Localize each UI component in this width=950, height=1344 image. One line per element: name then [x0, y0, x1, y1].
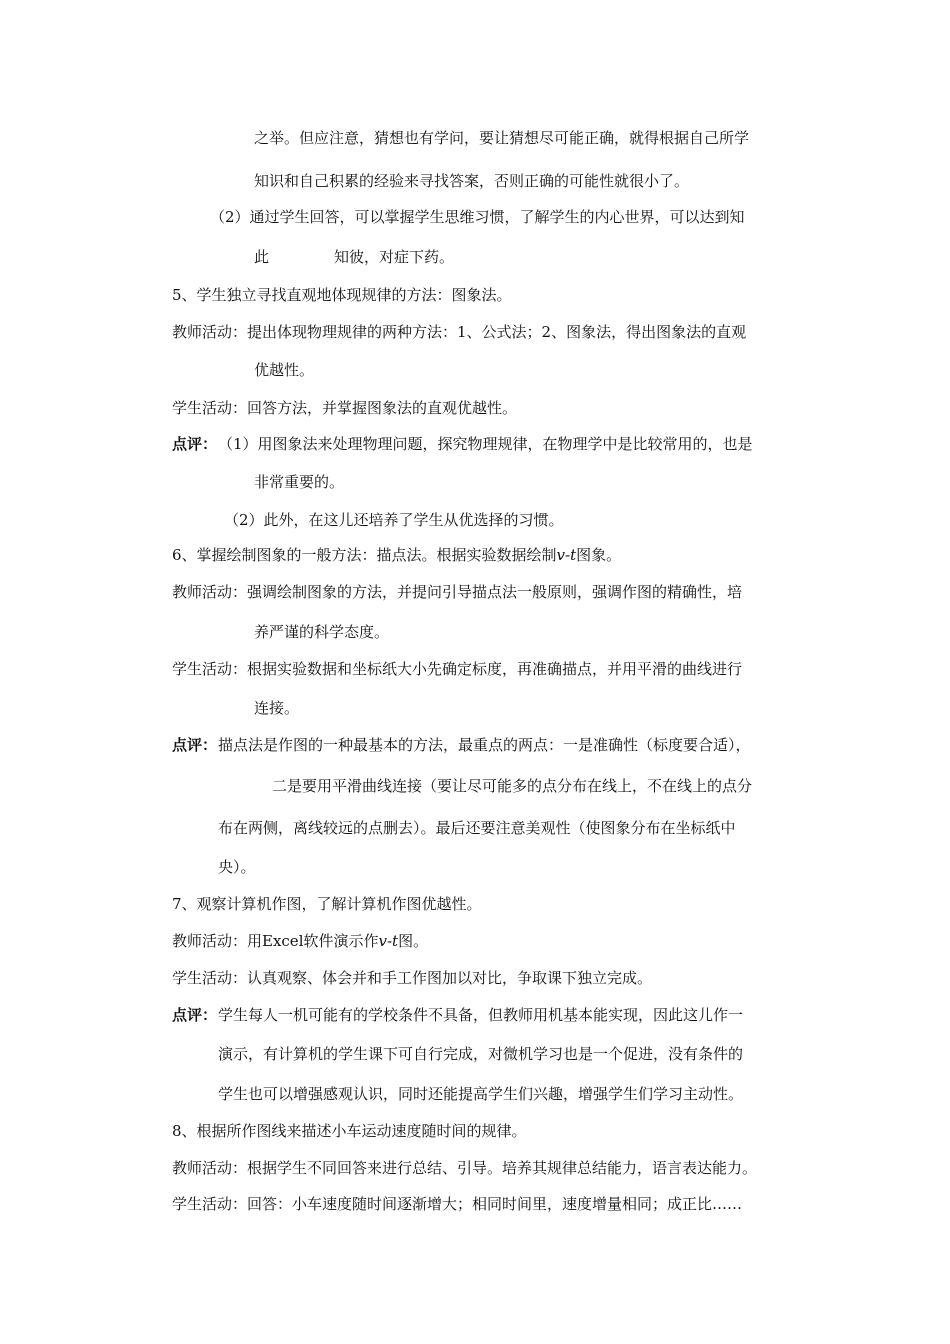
paragraph-line: 教师活动：强调绘制图象的方法，并提问引导描点法一般原则，强调作图的精确性，培 [172, 583, 743, 601]
paragraph-line: 学生活动：认真观察、体会并和手工作图加以对比，争取课下独立完成。 [172, 969, 653, 987]
paragraph-line: 学生活动：根据实验数据和坐标纸大小先确定标度，再准确描点，并用平滑的曲线进行 [172, 660, 743, 678]
paragraph-line: 学生活动：回答：小车速度随时间逐渐增大；相同时间里，速度增量相同；成正比…… [172, 1195, 743, 1213]
section-heading: 7、观察计算机作图，了解计算机作图优越性。 [172, 895, 482, 913]
paragraph-line: 连接。 [254, 699, 300, 717]
paragraph-line: 描点法是作图的一种最基本的方法，最重点的两点：一是准确性（标度要合适）， [218, 736, 751, 754]
paragraph-line: 学生活动：回答方法，并掌握图象法的直观优越性。 [172, 399, 518, 417]
paragraph-line: 二是要用平滑曲线连接（要让尽可能多的点分布在线上，不在线上的点分 [272, 777, 753, 795]
paragraph-line: 央）。 [218, 858, 256, 876]
paragraph-line: 教师活动：提出体现物理规律的两种方法：1、公式法；2、图象法，得出图象法的直观 [172, 323, 747, 341]
text-run: 教师活动：用Excel软件演示作 [172, 932, 379, 950]
section-heading: 5、学生独立寻找直观地体现规律的方法：图象法。 [172, 286, 512, 304]
paragraph-line: 学生也可以增强感观认识，同时还能提高学生们兴趣，增强学生们学习主动性。 [218, 1085, 744, 1103]
paragraph-line [172, 931, 428, 951]
paragraph-line: 学生每人一机可能有的学校条件不具备，但教师用机基本能实现，因此这儿作一 [218, 1006, 744, 1024]
section-heading [172, 545, 621, 565]
comment-label: 点评： [172, 736, 218, 754]
paragraph-line: 优越性。 [254, 361, 315, 379]
paragraph-line: （2）此外，在这儿还培养了学生从优选择的习惯。 [224, 511, 564, 529]
paragraph-line: 养严谨的科学态度。 [254, 623, 390, 641]
paragraph-line: 布在两侧，离线较远的点删去）。最后还要注意美观性（使图象分布在坐标纸中 [218, 819, 736, 837]
paragraph-line: 非常重要的。 [254, 473, 345, 491]
paragraph-line: 之举。但应注意，猜想也有学问，要让猜想尽可能正确，就得根据自己所学 [254, 129, 750, 147]
paragraph-line: 知彼，对症下药。 [334, 248, 455, 266]
paragraph-line: （1）用图象法来处理物理问题，探究物理规律，在物理学中是比较常用的，也是 [218, 435, 753, 453]
variable-vt: v-t [556, 546, 577, 564]
section-heading: 8、根据所作图线来描述小车运动速度随时间的规律。 [172, 1122, 527, 1140]
paragraph-line: 此 [254, 248, 270, 266]
comment-label: 点评： [172, 435, 218, 453]
variable-vt: v-t [378, 932, 399, 950]
text-run: 图。 [398, 932, 429, 950]
paragraph-line: 演示，有计算机的学生课下可自行完成，对微机学习也是一个促进，没有条件的 [218, 1045, 744, 1063]
text-run: 6、掌握绘制图象的一般方法：描点法。根据实验数据绘制 [172, 546, 557, 564]
paragraph-line: 知识和自己积累的经验来寻找答案，否则正确的可能性就很小了。 [254, 172, 690, 190]
text-run: 图象。 [576, 546, 622, 564]
paragraph-line: 教师活动：根据学生不同回答来进行总结、引导。培养其规律总结能力，语言表达能力。 [172, 1159, 758, 1177]
comment-label: 点评： [172, 1006, 218, 1024]
paragraph-line: （2）通过学生回答，可以掌握学生思维习惯，了解学生的内心世界，可以达到知 [210, 208, 745, 226]
